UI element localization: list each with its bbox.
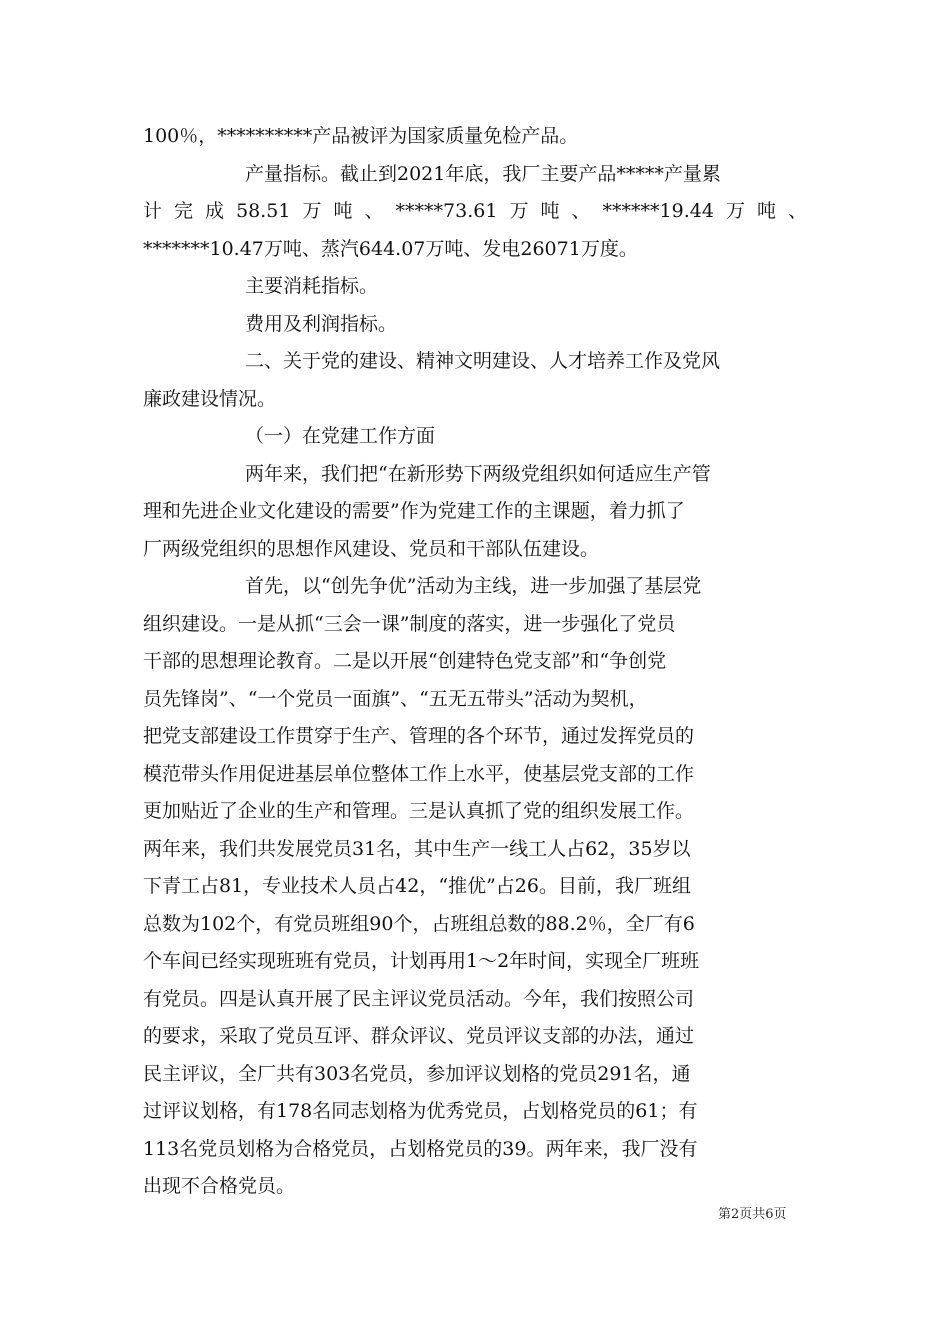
text-line: 主要消耗指标。 xyxy=(245,275,379,297)
page-number: 第2页共6页 xyxy=(718,1207,787,1222)
text-line: 员先锋岗”、“一个党员一面旗”、“五无五带头”活动为契机， xyxy=(143,687,648,710)
body-text xyxy=(143,118,807,1206)
text-line: 民主评议，全厂共有303名党员，参加评议划格的党员291名，通 xyxy=(143,1062,691,1085)
text-line: 出现不合格党员。 xyxy=(143,1175,296,1197)
text-line: 总数为102个，有党员班组90个，占班组总数的88.2％，全厂有6 xyxy=(143,912,695,935)
text-line: 更加贴近了企业的生产和管理。三是认真抓了党的组织发展工作。 xyxy=(143,800,695,822)
text-line: 首先，以“创先争优”活动为主线，进一步加强了基层党 xyxy=(245,575,702,597)
text-line: 费用及利润指标。 xyxy=(245,312,398,335)
section-heading-cont: 廉政建设情况。 xyxy=(143,387,277,410)
text-line: 模范带头作用促进基层单位整体工作上水平，使基层党支部的工作 xyxy=(143,762,695,785)
text-line: *******10.47万吨、蒸汽644.07万吨、发电26071万度。 xyxy=(143,237,638,260)
text-line: 有党员。四是认真开展了民主评议党员活动。今年，我们按照公司 xyxy=(143,987,695,1010)
text-line: 两年来，我们共发展党员31名，其中生产一线工人占62，35岁以 xyxy=(143,837,691,860)
text-line: 个车间已经实现班班有党员，计划再用1～2年时间，实现全厂班班 xyxy=(143,950,700,972)
subsection-heading: （一）在党建工作方面 xyxy=(245,425,436,447)
section-heading: 二、关于党的建设、精神文明建设、人才培养工作及党风 xyxy=(245,350,721,372)
text-line: 下青工占81，专业技术人员占42，“推优”占26。目前，我厂班组 xyxy=(143,875,691,897)
text-line: 把党支部建设工作贯穿于生产、管理的各个环节，通过发挥党员的 xyxy=(143,725,695,747)
text-line: 计完成58.51万吨、*****73.61万吨、******19.44万吨、 xyxy=(143,200,807,222)
text-line: 过评议划格，有178名同志划格为优秀党员，占划格党员的61；有 xyxy=(143,1100,698,1122)
text-line: 的要求，采取了党员互评、群众评议、党员评议支部的办法，通过 xyxy=(143,1025,695,1047)
text-line: 厂两级党组织的思想作风建设、党员和干部队伍建设。 xyxy=(143,537,600,560)
text-line: 干部的思想理论教育。二是以开展“创建特色党支部”和“争创党 xyxy=(143,650,667,672)
text-line: 100％，**********产品被评为国家质量免检产品。 xyxy=(143,125,579,147)
text-line: 理和先进企业文化建设的需要”作为党建工作的主课题，着力抓了 xyxy=(143,500,685,522)
text-line: 两年来，我们把“在新形势下两级党组织如何适应生产管 xyxy=(245,462,711,485)
text-line: 产量指标。截止到2021年底，我厂主要产品*****产量累 xyxy=(245,162,721,185)
text-line: 组织建设。一是从抓“三会一课”制度的落实，进一步强化了党员 xyxy=(143,612,676,635)
text-line: 113名党员划格为合格党员，占划格党员的39。两年来，我厂没有 xyxy=(143,1137,698,1160)
